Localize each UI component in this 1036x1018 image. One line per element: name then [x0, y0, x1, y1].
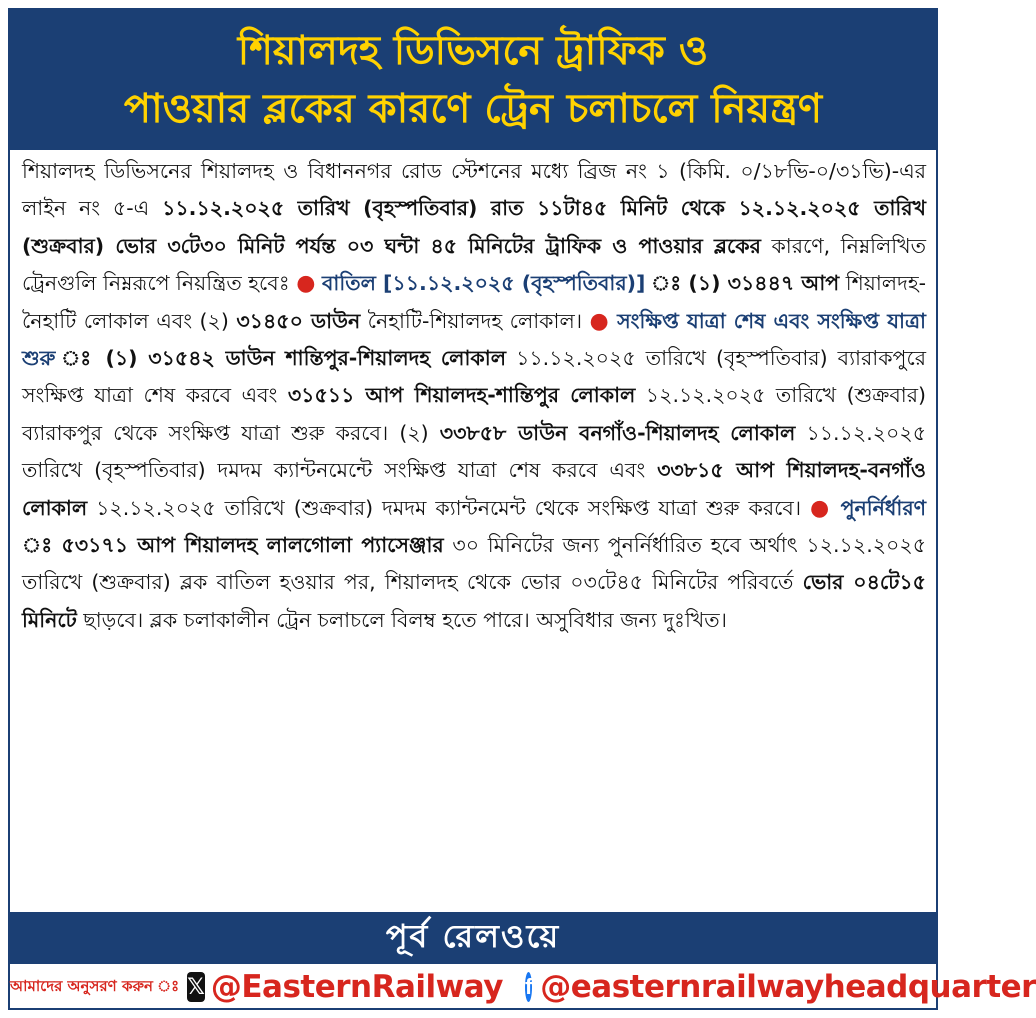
header-line-1: শিয়ালদহ ডিভিসনে ট্রাফিক ও	[237, 28, 709, 74]
resched-train: ৫৩১৭১ আপ শিয়ালদহ লালগোলা প্যাসেঞ্জার	[61, 533, 444, 558]
resched-end: ছাড়বে। ব্লক চলাকালীন ট্রেন চলাচলে বিলম্ব হতে পারে। অসুবিধার জন্য দুঃখিত।	[76, 607, 727, 632]
bullet-short: ●	[589, 308, 610, 334]
bullet-resched: ●	[810, 495, 832, 521]
short-train-2-detail: ১২.১২.২০২৫ তারিখে (শুক্রবার) ব্যারাকপুর থেকে সংক্ষিপ্ত যাত্রা শুরু করবে। (২)	[22, 383, 926, 445]
resched-new-time: ভোর ০৪টে১৫ মিনিটে	[22, 570, 926, 632]
intro-text: শিয়ালদহ ডিভিসনের শিয়ালদহ ও বিধাননগর রোড স্টেশনের মধ্যে ব্রিজ নং ১ (কিমি. ০/১৮ভি-০/৩১ভি)-এর লাইন নং ৫-এ	[22, 159, 926, 221]
cancel-heading: বাতিল [১১.১২.২০২৫ (বৃহস্পতিবার)]	[322, 271, 646, 296]
short-train-4: ৩৩৮১৫ আপ শিয়ালদহ-বনগাঁও লোকাল	[22, 458, 926, 520]
cancel-train-1-detail: শিয়ালদহ-নৈহাটি লোকাল এবং (২)	[22, 271, 927, 333]
x-handle-link[interactable]: @EasternRailway	[210, 969, 503, 1005]
resched-heading: পুনর্নির্ধারণ	[840, 495, 926, 520]
resched-detail: ৩০ মিনিটের জন্য পুনর্নির্ধারিত হবে অর্থাৎ ১২.১২.২০২৫ তারিখে (শুক্রবার) ব্লক বাতিল হওয়ার পর, শিয়ালদহ থেকে ভোর ০৩টে৪৫ মিনিটের পরিবর্তে	[22, 533, 926, 595]
short-colon: ঃ (১)	[55, 346, 149, 371]
short-train-2: ৩১৫১১ আপ শিয়ালদহ-শান্তিপুর লোকাল	[287, 383, 636, 408]
cancel-train-2-detail: নৈহাটি-শিয়ালদহ লোকাল।	[360, 308, 583, 333]
notice-header	[10, 10, 936, 150]
header-line-2: পাওয়ার ব্লকের কারণে ট্রেন চলাচলে নিয়ন্ত্রণ	[123, 86, 823, 132]
resched-colon: ঃ	[22, 533, 62, 558]
org-banner	[10, 912, 936, 964]
short-train-4-detail: ১২.১২.২০২৫ তারিখে (শুক্রবার) দমদম ক্যান্টনমেন্ট থেকে সংক্ষিপ্ত যাত্রা শুরু করবে।	[87, 495, 811, 520]
x-twitter-icon[interactable]: 𝕏	[187, 972, 205, 1002]
social-links	[10, 964, 1036, 1010]
facebook-icon[interactable]: f	[525, 972, 532, 1002]
short-train-1-detail: ১১.১২.২০২৫ তারিখে (বৃহস্পতিবার) ব্যারাকপুরে সংক্ষিপ্ত যাত্রা শেষ করবে এবং	[22, 346, 926, 408]
short-train-1: ৩১৫৪২ ডাউন শান্তিপুর-শিয়ালদহ লোকাল	[148, 346, 506, 371]
short-heading: সংক্ষিপ্ত যাত্রা শেষ এবং সংক্ষিপ্ত যাত্রা শুরু	[22, 308, 926, 371]
facebook-handle-link[interactable]: @easternrailwayheadquarter	[540, 969, 1036, 1005]
short-train-3-detail: ১১.১২.২০২৫ তারিখে (বৃহস্পতিবার) দমদম ক্যান্টনমেন্টে সংক্ষিপ্ত যাত্রা শেষ করবে এবং	[22, 420, 926, 483]
block-period-text: ১১.১২.২০২৫ তারিখ (বৃহস্পতিবার) রাত ১১টা৪৫ মিনিট থেকে ১২.১২.২০২৫ তারিখ (শুক্রবার) ভোর ৩টে৩০ মিনিট পর্যন্ত ০৩ ঘন্টা ৪৫ মিনিটের ট্রাফিক ও পাওয়ার ব্লকের	[22, 196, 926, 258]
notice-body	[22, 153, 926, 903]
cancel-colon: ঃ (১)	[645, 271, 728, 296]
org-name: পূর্ব রেলওয়ে	[385, 917, 561, 955]
follow-us-label: আমাদের অনুসরণ করুন ঃ	[10, 976, 180, 995]
cancel-train-2: ৩১৪৫০ ডাউন	[236, 308, 361, 333]
cancel-train-1: ৩১৪৪৭ আপ	[727, 271, 840, 296]
intro-end-text: কারণে, নিম্নলিখিত ট্রেনগুলি নিম্নরূপে নিয়ন্ত্রিত হবেঃ	[22, 233, 926, 296]
bullet-cancel: ●	[296, 271, 316, 297]
short-train-3: ৩৩৮৫৮ ডাউন বনগাঁও-শিয়ালদহ লোকাল	[439, 420, 796, 445]
